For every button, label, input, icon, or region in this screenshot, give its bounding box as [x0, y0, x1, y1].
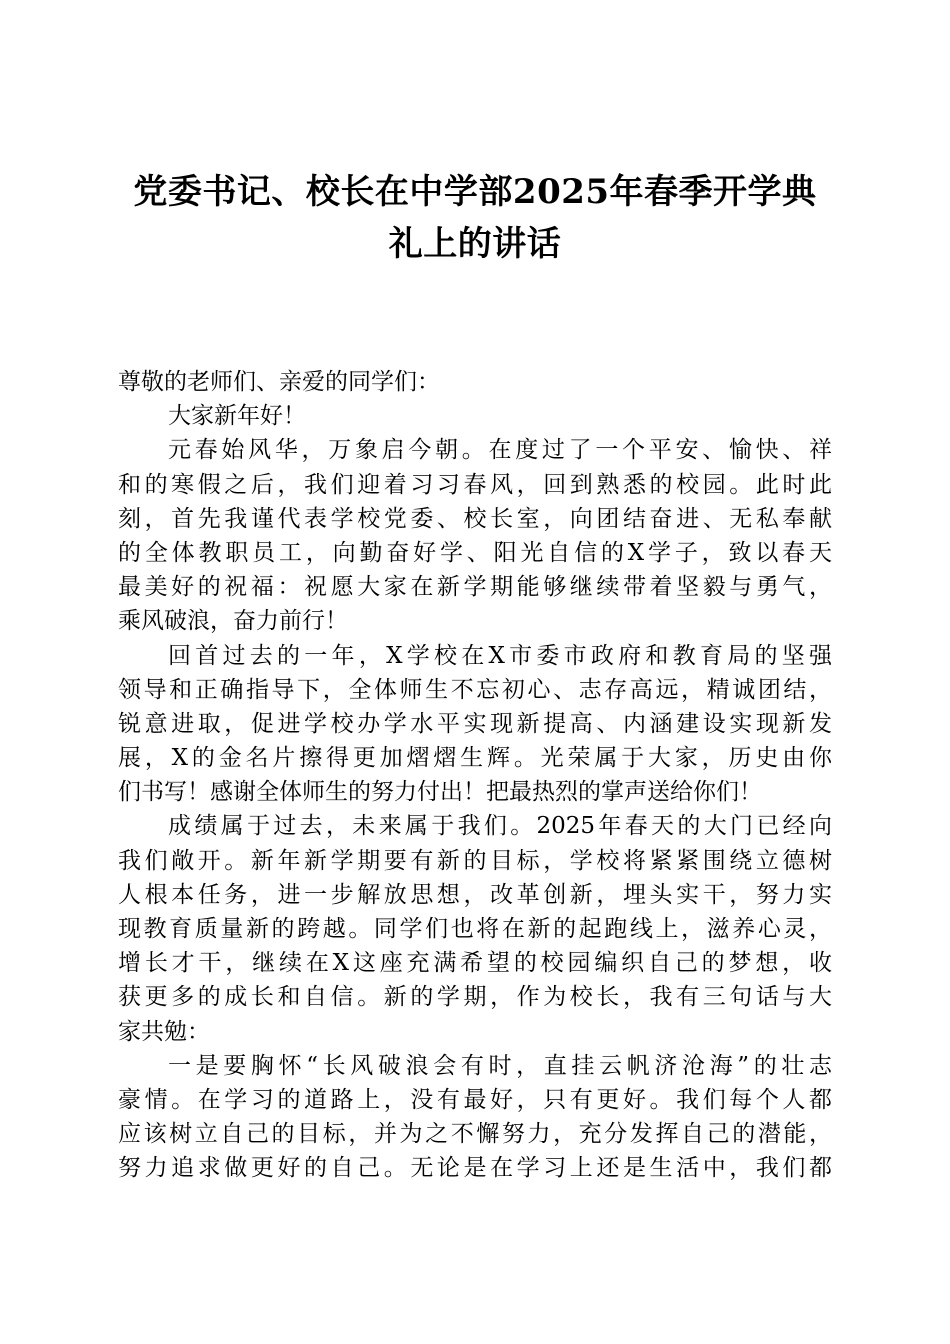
paragraph-line: 刻，首先我谨代表学校党委、校长室，向团结奋进、无私奉献: [118, 505, 832, 532]
paragraph-line: 乘风破浪，奋力前行！: [118, 608, 348, 635]
paragraph-line: 应该树立自己的目标，并为之不懈努力，充分发挥自己的潜能，: [118, 1121, 832, 1148]
paragraph-line: 成绩属于过去，未来属于我们。2025年春天的大门已经向: [168, 813, 832, 840]
document-body: [118, 365, 832, 1186]
paragraph-line: 元春始风华，万象启今朝。在度过了一个平安、愉快、祥: [168, 437, 832, 464]
paragraph-line: 的全体教职员工，向勤奋好学、阳光自信的X学子，致以春天: [118, 539, 832, 566]
paragraph-line: 回首过去的一年，X学校在X市委市政府和教育局的坚强: [168, 642, 832, 669]
paragraph-line: 获更多的成长和自信。新的学期，作为校长，我有三句话与大: [118, 984, 832, 1011]
paragraph-line: 我们敞开。新年新学期要有新的目标，学校将紧紧围绕立德树: [118, 847, 832, 874]
paragraph-line: 豪情。在学习的道路上，没有最好，只有更好。我们每个人都: [118, 1086, 832, 1113]
title-line-1: 党委书记、校长在中学部2025年春季开学典: [133, 172, 817, 212]
paragraph-line: 现教育质量新的跨越。同学们也将在新的起跑线上，滋养心灵，: [118, 916, 832, 942]
paragraph-line: 领导和正确指导下，全体师生不忘初心、志存高远，精诚团结，: [118, 676, 832, 703]
paragraph-line: 努力追求做更好的自己。无论是在学习上还是生活中，我们都: [118, 1155, 832, 1182]
paragraph-line: 最美好的祝福：祝愿大家在新学期能够继续带着坚毅与勇气，: [118, 574, 832, 601]
salutation-line: 尊敬的老师们、亲爱的同学们：: [118, 369, 440, 395]
paragraph-line: 增长才干，继续在X这座充满希望的校园编织自己的梦想，收: [118, 950, 832, 977]
paragraph-line: 人根本任务，进一步解放思想，改革创新，埋头实干，努力实: [118, 881, 832, 908]
greeting-line: 大家新年好！: [168, 403, 306, 430]
paragraph-line: 和的寒假之后，我们迎着习习春风，回到熟悉的校园。此时此: [118, 471, 832, 498]
paragraph-line: 一是要胸怀“长风破浪会有时，直挂云帆济沧海”的壮志: [168, 1052, 832, 1079]
paragraph-line: 展，X的金名片擦得更加熠熠生辉。光荣属于大家，历史由你: [118, 745, 832, 772]
paragraph-line: 们书写！感谢全体师生的努力付出！把最热烈的掌声送给你们！: [118, 779, 762, 806]
document-title: [118, 166, 832, 270]
paragraph-line: 锐意进取，促进学校办学水平实现新提高、内涵建设实现新发: [118, 710, 832, 737]
paragraph-line: 家共勉：: [118, 1018, 210, 1045]
title-line-2: 礼上的讲话: [388, 224, 562, 264]
